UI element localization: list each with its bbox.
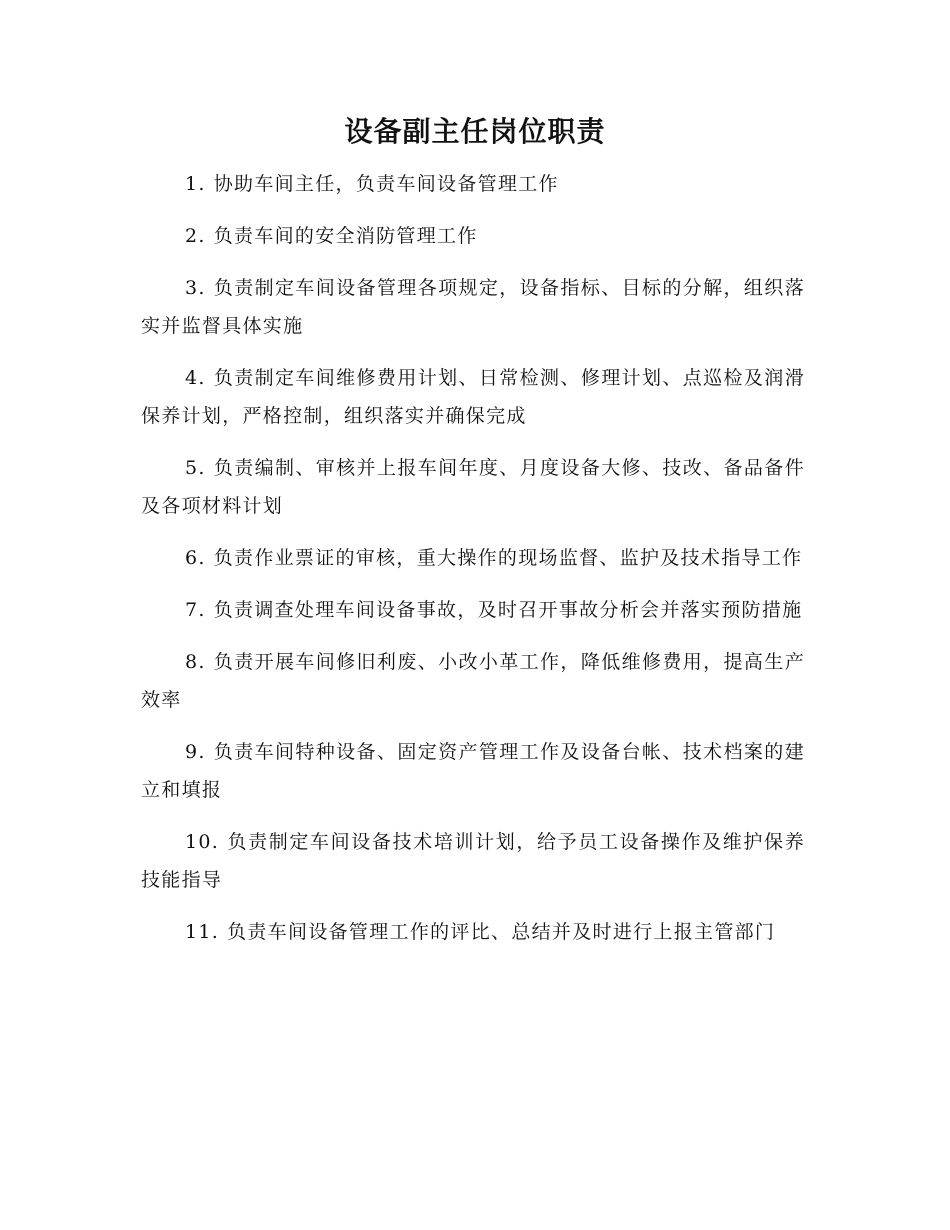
duty-item [141, 217, 805, 255]
duty-text: 负责调查处理车间设备事故，及时召开事故分析会并落实预防措施 [213, 599, 803, 621]
duty-text: 负责开展车间修旧利废、小改小革工作，降低维修费用，提高生产效率 [141, 651, 805, 711]
duty-number: 2. [185, 225, 206, 247]
duty-text: 负责制定车间设备管理各项规定，设备指标、目标的分解，组织落实并监督具体实施 [141, 277, 805, 337]
duty-item [141, 539, 805, 577]
duty-item [141, 591, 805, 629]
duty-item [141, 449, 805, 525]
duty-number: 5. [185, 457, 206, 479]
duty-number: 11. [185, 921, 220, 943]
duty-number: 9. [185, 741, 206, 763]
document-title: 设备副主任岗位职责 [344, 115, 606, 148]
duty-text: 负责车间设备管理工作的评比、总结并及时进行上报主管部门 [227, 921, 776, 943]
duty-number: 1. [185, 173, 206, 195]
duty-text: 负责编制、审核并上报车间年度、月度设备大修、技改、备品备件及各项材料计划 [141, 457, 805, 517]
duty-number: 3. [185, 277, 206, 299]
duty-item [141, 165, 805, 203]
duty-item [141, 269, 805, 345]
duty-text: 负责车间的安全消防管理工作 [213, 225, 478, 247]
duty-number: 7. [185, 599, 206, 621]
duty-number: 10. [185, 831, 220, 853]
duty-item [141, 913, 805, 951]
duty-item [141, 643, 805, 719]
duty-number: 6. [185, 547, 206, 569]
duty-text: 负责制定车间维修费用计划、日常检测、修理计划、点巡检及润滑保养计划，严格控制，组织落实并确保完成 [141, 367, 805, 427]
duty-item [141, 733, 805, 809]
duty-item [141, 359, 805, 435]
duty-item [141, 823, 805, 899]
duty-number: 8. [185, 651, 206, 673]
duty-number: 4. [185, 367, 206, 389]
duty-text: 负责作业票证的审核，重大操作的现场监督、监护及技术指导工作 [213, 547, 803, 569]
duty-text: 负责车间特种设备、固定资产管理工作及设备台帐、技术档案的建立和填报 [141, 741, 805, 801]
duty-list [141, 165, 805, 965]
duty-text: 协助车间主任，负责车间设备管理工作 [213, 173, 559, 195]
duty-text: 负责制定车间设备技术培训计划，给予员工设备操作及维护保养技能指导 [141, 831, 805, 891]
